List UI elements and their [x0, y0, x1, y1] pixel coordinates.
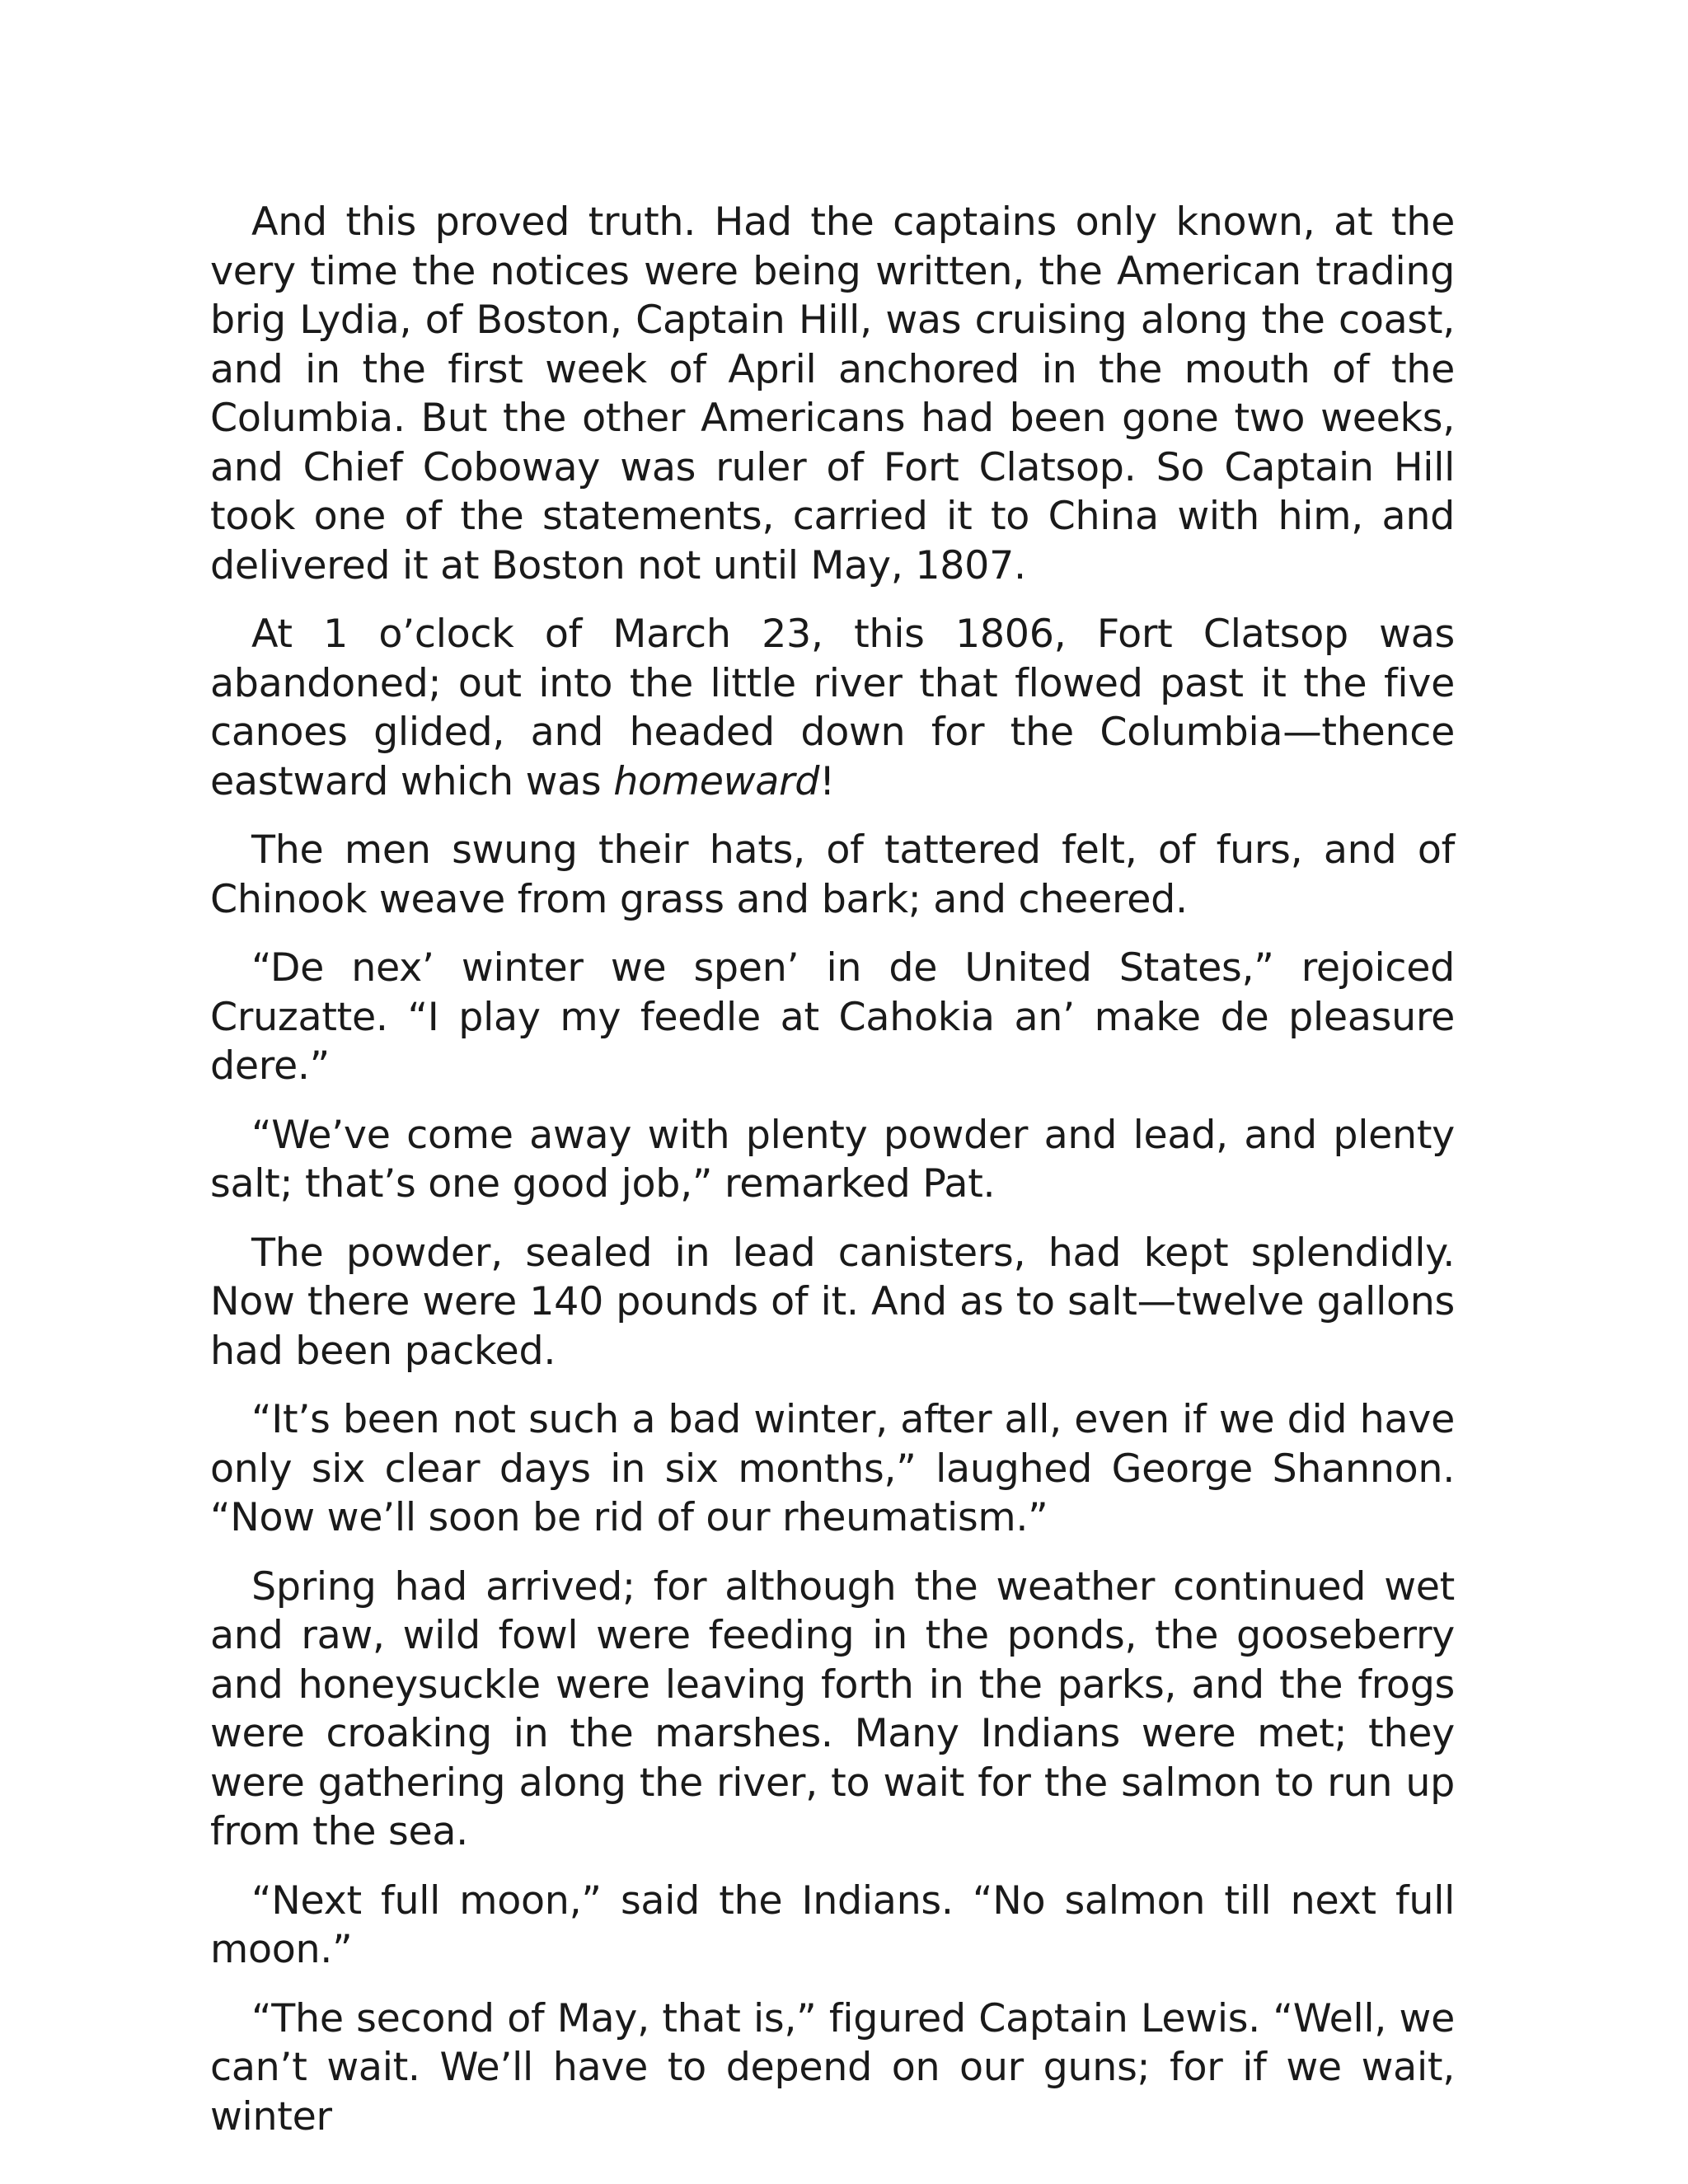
page-body: [210, 198, 1455, 2141]
paragraph-5: “We’ve come away with plenty powder and lead, and plenty salt; that’s one good job,” remarked Pat.: [210, 1112, 1455, 1207]
paragraph-3: The men swung their hats, of tattered felt, of furs, and of Chinook weave from grass and bark; and cheered.: [210, 827, 1455, 922]
paragraph-2-text: At 1 o’clock of March 23, this 1806, Fort Clatsop was abandoned; out into the little river that flowed past it the five canoes glided, and headed down for the Columbia—thence eastward which was: [210, 612, 1455, 804]
paragraph-2-tail: !: [819, 758, 835, 804]
paragraph-6: The powder, sealed in lead canisters, had kept splendidly. Now there were 140 pounds of it. And as to salt—twelve gallons had been packed.: [210, 1230, 1455, 1374]
paragraph-7: “It’s been not such a bad winter, after all, even if we did have only six clear days in six months,” laughed George Shannon. “Now we’ll soon be rid of our rheumatism.”: [210, 1397, 1455, 1540]
paragraph-10: “The second of May, that is,” figured Captain Lewis. “Well, we can’t wait. We’ll have to depend on our guns; for if we wait, winter: [210, 1995, 1455, 2139]
paragraph-1: And this proved truth. Had the captains only known, at the very time the notices were being written, the American trading brig Lydia, of Boston, Captain Hill, was cruising along the coast, and in the first week of April anchored in the mouth of the Columbia. But the other Americans had been gone two weeks, and Chief Coboway was ruler of Fort Clatsop. So Captain Hill took one of the statements, carried it to China with him, and delivered it at Boston not until May, 1807.: [210, 199, 1455, 588]
paragraph-2: [210, 610, 1455, 806]
paragraph-9: “Next full moon,” said the Indians. “No salmon till next full moon.”: [210, 1877, 1455, 1972]
emphasis-homeward: homeward: [613, 758, 820, 804]
paragraph-4: “De nex’ winter we spen’ in de United States,” rejoiced Cruzatte. “I play my feedle at Cahokia an’ make de pleasure dere.”: [210, 945, 1455, 1089]
paragraph-8: Spring had arrived; for although the weather continued wet and raw, wild fowl were feeding in the ponds, the gooseberry and honeysuckle were leaving forth in the parks, and the frogs were croaking in the marshes. Many Indians were met; they were gathering along the river, to wait for the salmon to run up from the sea.: [210, 1563, 1455, 1854]
